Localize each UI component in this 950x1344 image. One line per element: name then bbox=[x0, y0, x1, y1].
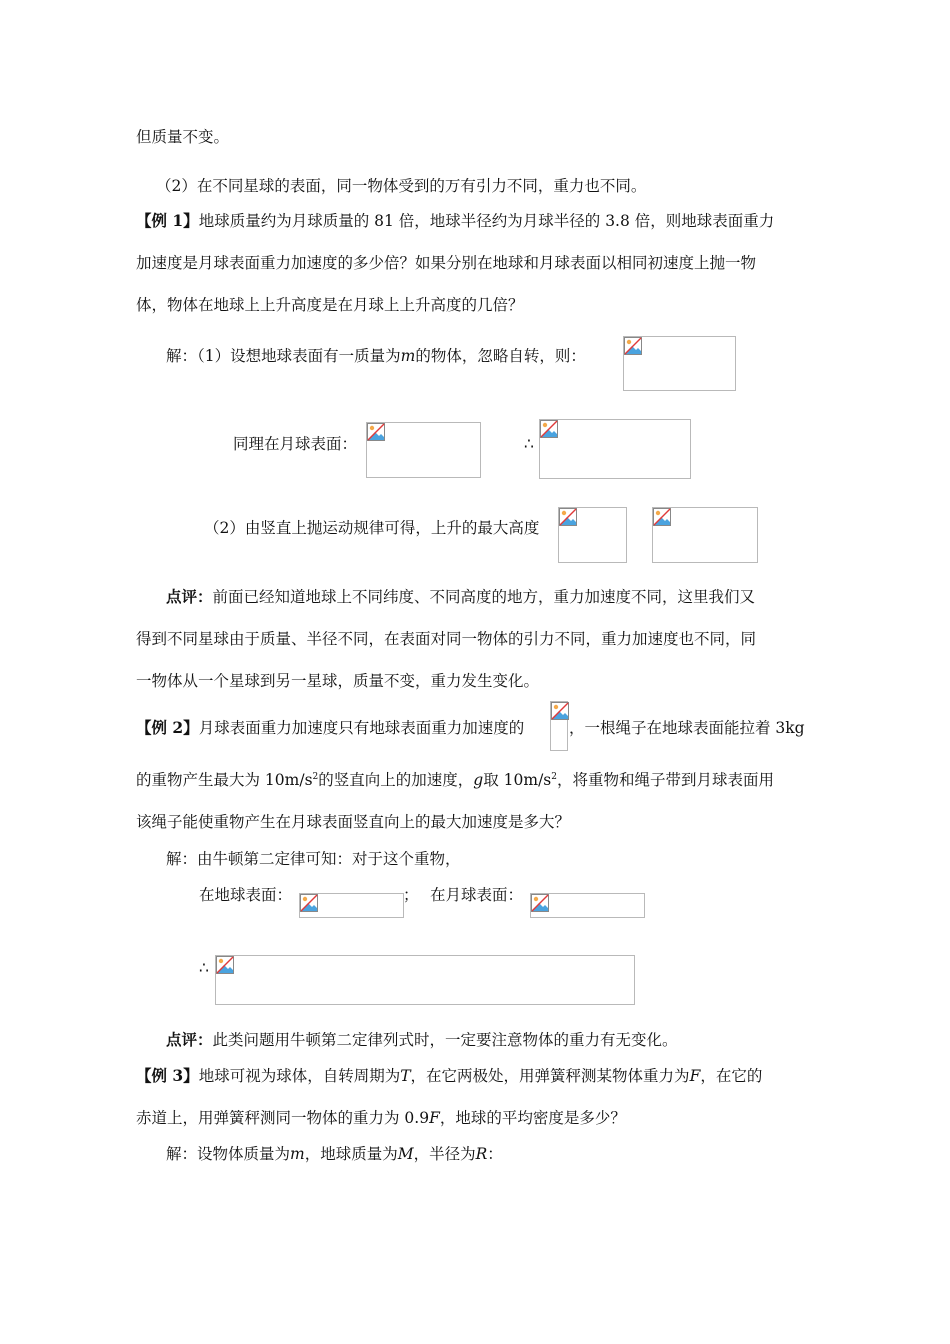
formula-image bbox=[652, 507, 758, 563]
broken-image-icon bbox=[624, 337, 642, 355]
broken-image-icon bbox=[367, 423, 385, 441]
solution-text: ，地球质量为 bbox=[304, 1145, 398, 1163]
example-label: 【例 3】 bbox=[136, 1066, 199, 1085]
broken-image-icon bbox=[216, 956, 234, 974]
example-text: 地球可视为球体，自转周期为 bbox=[198, 1067, 401, 1085]
variable-F: F bbox=[429, 1109, 440, 1127]
variable-R: R bbox=[475, 1145, 488, 1163]
moon-surface-label: 在月球表面： bbox=[430, 886, 524, 904]
example-3-line-1 bbox=[136, 1066, 762, 1086]
solution-2-line: 解：由牛顿第二定律可知：对于这个重物， bbox=[166, 850, 461, 868]
example-text: 取 10m/s bbox=[483, 771, 552, 789]
example-2-line-1b: ，一根绳子在地球表面能拉着 3kg bbox=[569, 719, 805, 737]
example-text: ，将重物和绳子带到月球表面用 bbox=[556, 771, 774, 789]
therefore-symbol: ∴ bbox=[199, 959, 209, 977]
example-1-line-2: 加速度是月球表面重力加速度的多少倍？如果分别在地球和月球表面以相同初速度上抛一物 bbox=[136, 254, 757, 272]
example-text: ，地球的平均密度是多少？ bbox=[439, 1109, 626, 1127]
example-3-line-2 bbox=[136, 1108, 626, 1128]
formula-image bbox=[530, 893, 645, 918]
superscript: 2 bbox=[551, 771, 557, 782]
solution-1-part-2: （2）由竖直上抛运动规律可得，上升的最大高度 bbox=[204, 519, 540, 537]
example-2-line-1a bbox=[136, 718, 524, 738]
therefore-symbol: ∴ bbox=[524, 435, 534, 453]
example-label: 【例 1】 bbox=[136, 211, 199, 230]
variable-F: F bbox=[689, 1067, 701, 1085]
comment-1-line-2: 得到不同星球由于质量、半径不同，在表面对同一物体的引力不同，重力加速度也不同，同 bbox=[136, 630, 757, 648]
formula-image bbox=[299, 893, 404, 918]
broken-image-icon bbox=[531, 894, 549, 912]
variable-m: m bbox=[290, 1145, 305, 1163]
solution-text: 解：设物体质量为 bbox=[166, 1145, 291, 1163]
solution-1-line bbox=[166, 346, 586, 366]
solution-text: 解：（1）设想地球表面有一质量为 bbox=[166, 347, 401, 365]
variable-g: g bbox=[473, 771, 484, 789]
comment-label: 点评： bbox=[166, 587, 213, 606]
example-text: ，在它的 bbox=[700, 1067, 763, 1085]
example-2-line-2 bbox=[136, 770, 774, 790]
example-2-line-3: 该绳子能使重物产生在月球表面竖直向上的最大加速度是多大？ bbox=[136, 813, 571, 831]
formula-image bbox=[558, 507, 627, 563]
formula-image bbox=[539, 419, 691, 479]
text-line: （2）在不同星球的表面，同一物体受到的万有引力不同，重力也不同。 bbox=[156, 177, 647, 195]
solution-3-line bbox=[166, 1144, 503, 1164]
example-label: 【例 2】 bbox=[136, 718, 199, 737]
broken-image-icon bbox=[300, 894, 318, 912]
example-text: 月球表面重力加速度只有地球表面重力加速度的 bbox=[198, 719, 525, 737]
same-on-moon-label: 同理在月球表面： bbox=[233, 435, 358, 453]
comment-text: 此类问题用牛顿第二定律列式时，一定要注意物体的重力有无变化。 bbox=[212, 1031, 678, 1049]
example-text: 赤道上，用弹簧秤测同一物体的重力为 0.9 bbox=[136, 1109, 430, 1127]
variable-m: m bbox=[400, 347, 416, 365]
comment-label: 点评： bbox=[166, 1030, 213, 1049]
broken-image-icon bbox=[653, 508, 671, 526]
text-line: 但质量不变。 bbox=[136, 128, 230, 146]
example-text: 的竖直向上的加速度， bbox=[318, 771, 474, 789]
broken-image-icon bbox=[551, 702, 569, 720]
example-1-line-1 bbox=[136, 211, 774, 231]
formula-image bbox=[623, 336, 736, 391]
broken-image-icon bbox=[559, 508, 577, 526]
comment-text: 前面已经知道地球上不同纬度、不同高度的地方，重力加速度不同，这里我们又 bbox=[212, 588, 756, 606]
earth-surface-label: 在地球表面： bbox=[199, 886, 293, 904]
example-text: 的重物产生最大为 10m/s bbox=[136, 771, 313, 789]
fraction-image bbox=[550, 701, 568, 751]
comment-1-line-3: 一物体从一个星球到另一星球，质量不变，重力发生变化。 bbox=[136, 672, 540, 690]
solution-text: 的物体，忽略自转，则： bbox=[415, 347, 586, 365]
example-text: ，在它两极处，用弹簧秤测某物体重力为 bbox=[410, 1067, 690, 1085]
formula-image bbox=[366, 422, 481, 478]
comment-2-line bbox=[166, 1030, 678, 1050]
variable-T: T bbox=[400, 1067, 411, 1085]
solution-text: ： bbox=[487, 1145, 503, 1163]
superscript: 2 bbox=[312, 771, 319, 782]
example-text: 地球质量约为月球质量的 81 倍，地球半径约为月球半径的 3.8 倍，则地球表面重力 bbox=[198, 212, 775, 230]
formula-image bbox=[215, 955, 635, 1005]
variable-M: M bbox=[397, 1145, 414, 1163]
solution-text: ，半径为 bbox=[413, 1145, 476, 1163]
broken-image-icon bbox=[540, 420, 558, 438]
comment-1-line-1 bbox=[166, 587, 755, 607]
example-1-line-3: 体，物体在地球上上升高度是在月球上上升高度的几倍？ bbox=[136, 296, 524, 314]
semicolon: ； bbox=[403, 886, 419, 904]
